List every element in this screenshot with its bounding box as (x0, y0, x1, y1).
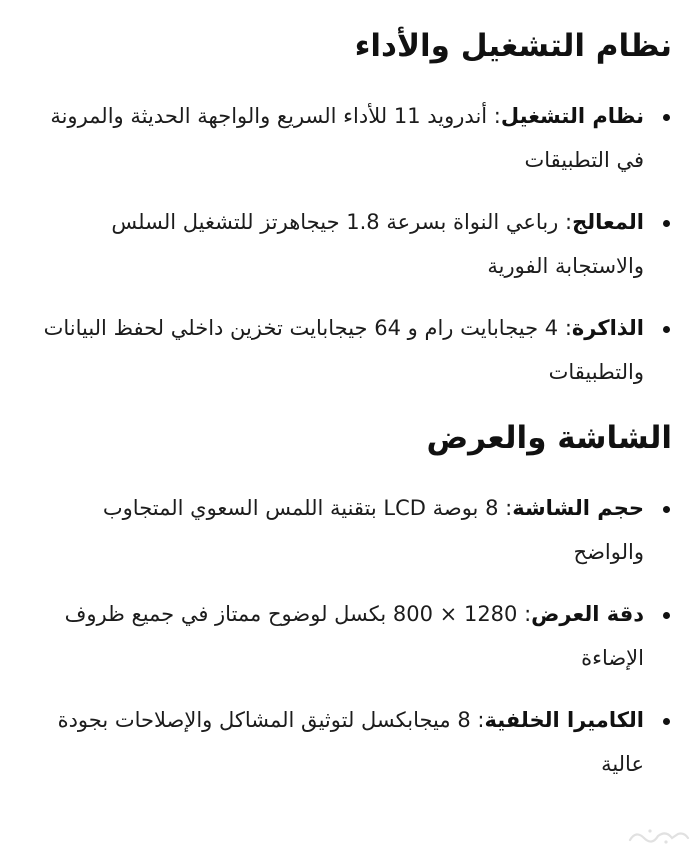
spec-term: نظام التشغيل (500, 104, 644, 128)
spec-description: 1280 × 800 بكسل لوضوح ممتاز في جميع ظروف الإضاءة (64, 602, 644, 670)
bullet-icon (663, 326, 670, 333)
spec-description: أندرويد 11 للأداء السريع والواجهة الحديثة والمرونة في التطبيقات (50, 104, 644, 172)
spec-term: حجم الشاشة (512, 496, 644, 520)
spec-colon: : (493, 104, 501, 128)
spec-colon: : (564, 316, 572, 340)
spec-term: الكاميرا الخلفية (484, 708, 644, 732)
bullet-icon (663, 220, 670, 227)
spec-item-os (26, 94, 672, 182)
spec-item-screen-size (26, 486, 672, 574)
spec-description: 8 ميجابكسل لتوثيق المشاكل والإصلاحات بجودة عالية (57, 708, 644, 776)
spec-description: 4 جيجابايت رام و 64 جيجابايت تخزين داخلي لحفظ البيانات والتطبيقات (43, 316, 644, 384)
spec-description: 8 بوصة LCD بتقنية اللمس السعوي المتجاوب والواضح (102, 496, 644, 564)
bullet-icon (663, 506, 670, 513)
bullet-icon (663, 718, 670, 725)
spec-item-memory (26, 306, 672, 394)
spec-item-resolution (26, 592, 672, 680)
bullet-icon (663, 114, 670, 121)
spec-list (26, 486, 672, 786)
section-title: نظام التشغيل والأداء (354, 28, 672, 64)
spec-list (26, 94, 672, 394)
spec-colon: : (477, 708, 485, 732)
watermark-logo-icon (626, 826, 692, 846)
spec-description: رباعي النواة بسرعة 1.8 جيجاهرتز للتشغيل السلس والاستجابة الفورية (111, 210, 644, 278)
bullet-icon (663, 612, 670, 619)
spec-colon: : (524, 602, 532, 626)
spec-item-processor (26, 200, 672, 288)
spec-term: دقة العرض (531, 602, 644, 626)
spec-term: الذاكرة (571, 316, 644, 340)
spec-term: المعالج (572, 210, 644, 234)
spec-colon: : (565, 210, 573, 234)
spec-item-rear-camera (26, 698, 672, 786)
section-os-performance (26, 24, 672, 394)
spec-colon: : (505, 496, 513, 520)
section-title: الشاشة والعرض (426, 420, 672, 456)
section-display (26, 416, 672, 786)
